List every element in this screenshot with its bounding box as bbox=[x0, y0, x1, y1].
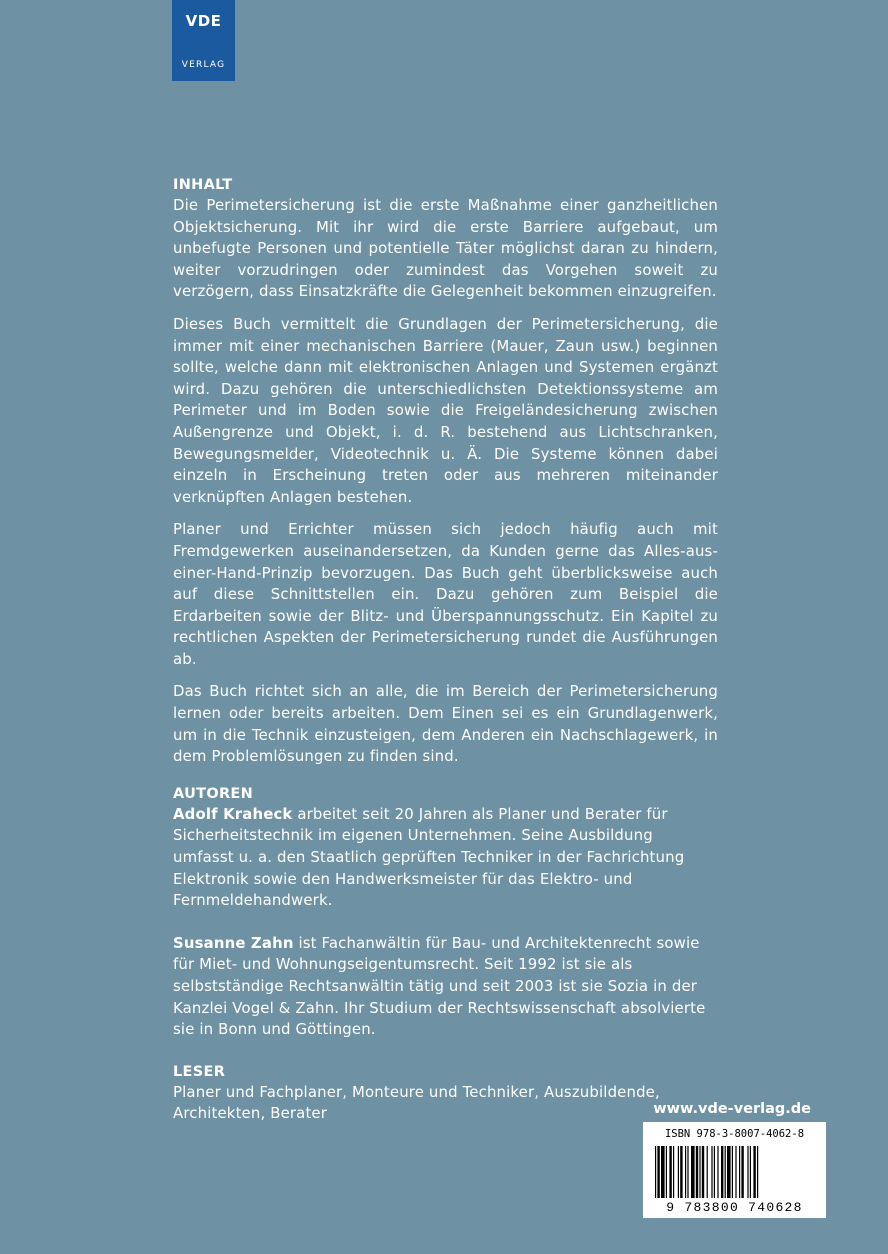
publisher-url: www.vde-verlag.de bbox=[653, 1101, 811, 1117]
inhalt-paragraph-4: Das Buch richtet sich an alle, die im Bereich der Perimetersicherung lernen oder bereits arbeiten. Dem Einen sei es ein Grundlagenwerk, um in die Technik einzusteigen, dem Anderen ein Nachschlagewerk, in dem Problemlösungen zu finden sind. bbox=[173, 682, 718, 766]
barcode-bar bbox=[691, 1146, 695, 1198]
inhalt-paragraph-3: Planer und Errichter müssen sich jedoch häufig auch mit Fremdgewerken auseinandersetzen, da Kunden gerne das Alles-aus-einer-Hand-Prinzip bevorzugen. Das Buch geht überblicksweise auch auf diese Schnittstellen ein. Dazu gehören zum Beispiel die Erdarbeiten sowie der Blitz- und Überspannungsschutz. Ein Kapitel zu rechtlichen Aspekten der Perimetersicherung rundet die Ausführungen ab. bbox=[173, 520, 718, 668]
barcode-bar bbox=[757, 1146, 758, 1198]
barcode-bar bbox=[702, 1146, 704, 1198]
author-bio-text: ist Fachanwältin für Bau- und Architektenrecht sowie für Miet- und Wohnungseigentumsrecht. Seit 1992 ist sie als selbstständige Rechtsanwältin tätig und seit 2003 ist sie Sozia in der Kanzlei Vogel & Zahn. Ihr Studium der Rechtswissenschaft absolvierte sie in Bonn und Göttingen. bbox=[173, 933, 706, 1039]
barcode-bar bbox=[699, 1146, 700, 1198]
barcode-bar bbox=[753, 1146, 755, 1198]
barcode-bar bbox=[747, 1146, 748, 1198]
logo-sub: VERLAG bbox=[181, 60, 226, 70]
author-bio-text: arbeitet seit 20 Jahren als Planer und Berater für Sicherheitstechnik im eigenen Unternehmen. Seine Ausbildung umfasst u. a. den Staatlich geprüften Techniker in der Fachrichtung Elektronik sowie den Handwerksmeister für das Elektro- und Fernmeldehandwerk. bbox=[173, 804, 685, 910]
barcode-bar bbox=[711, 1146, 712, 1198]
barcode-bar bbox=[685, 1146, 686, 1198]
barcode-bar bbox=[727, 1146, 731, 1198]
barcode-bar bbox=[707, 1146, 708, 1198]
barcode-bar bbox=[657, 1146, 659, 1198]
barcode-bar bbox=[673, 1146, 674, 1198]
barcode-bar bbox=[750, 1146, 751, 1198]
barcode-bar bbox=[721, 1146, 723, 1198]
leser-text: Planer und Fachplaner, Monteure und Techniker, Auszubildende, Architekten, Berater bbox=[173, 1082, 660, 1123]
barcode-bar bbox=[678, 1146, 679, 1198]
barcode-bar bbox=[741, 1146, 743, 1198]
barcode-bar bbox=[680, 1146, 682, 1198]
inhalt-paragraph-2: Dieses Buch vermittelt die Grundlagen der Perimetersicherung, die immer mit einer mechanischen Barriere (Mauer, Zaun usw.) beginnen sollte, welche dann mit elektronischen Anlagen und Systemen ergänzt wird. Dazu gehören die unterschiedlichsten Detektionssysteme am Perimeter und im Boden sowie die Freigeländesicherung zwischen Außengrenze und Objekt, i. d. R. bestehend aus Lichtschranken, Bewegungsmelder, Videotechnik u. Ä. Die Systeme können dabei einzeln in Erscheinung treten oder aus mehreren miteinander verknüpften Anlagen bestehen. bbox=[173, 314, 718, 506]
isbn-barcode bbox=[643, 1122, 826, 1218]
back-cover-text bbox=[173, 175, 718, 1125]
barcode-bar bbox=[696, 1146, 698, 1198]
heading-inhalt: INHALT bbox=[173, 177, 233, 193]
author-bio-kraheck bbox=[173, 804, 718, 912]
inhalt-paragraph-1: Die Perimetersicherung ist die erste Maßnahme einer ganzheitlichen Objektsicherung. Mit ihr wird die erste Barriere aufgebaut, um unbefugte Personen und potentielle Täter möglichst daran zu hindern, weiter vorzudringen oder zumindest das Vorgehen soweit zu verzögern, dass Einsatzkräfte die Gelegenheit bekommen einzugreifen. bbox=[173, 196, 718, 301]
barcode-bar bbox=[739, 1146, 740, 1198]
barcode-bar bbox=[732, 1146, 733, 1198]
author-bio-zahn bbox=[173, 933, 718, 1041]
barcode-bar bbox=[655, 1146, 656, 1198]
vde-verlag-logo bbox=[172, 0, 235, 81]
isbn-label: ISBN 978-3-8007-4062-8 bbox=[664, 1128, 805, 1140]
barcode-bar bbox=[717, 1146, 718, 1198]
heading-leser: LESER bbox=[173, 1063, 226, 1080]
barcode-bar bbox=[735, 1146, 736, 1198]
logo-brand: VDE bbox=[185, 12, 222, 30]
author-name: Adolf Kraheck bbox=[173, 804, 293, 823]
heading-autoren: AUTOREN bbox=[173, 785, 254, 802]
barcode-bar bbox=[687, 1146, 688, 1198]
barcode-bar bbox=[666, 1146, 667, 1198]
barcode-bar bbox=[714, 1146, 715, 1198]
barcode-bar bbox=[725, 1146, 726, 1198]
barcode-bars bbox=[655, 1146, 814, 1198]
barcode-digits: 9 783800 740628 bbox=[666, 1200, 803, 1215]
barcode-bar bbox=[661, 1146, 665, 1198]
barcode-bar bbox=[669, 1146, 671, 1198]
author-name: Susanne Zahn bbox=[173, 933, 294, 952]
